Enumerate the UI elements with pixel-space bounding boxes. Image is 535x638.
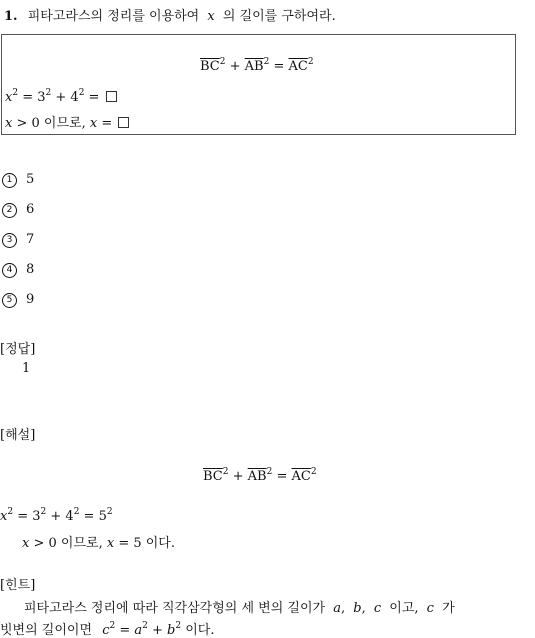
question-line — [4, 5, 336, 24]
eq-text: = — [84, 90, 104, 105]
hint-label: [힌트] — [0, 578, 36, 593]
segment-ac: $\overline{AC}$ — [291, 469, 311, 484]
eq-text: = 3 — [13, 509, 41, 524]
var-b: b — [353, 601, 362, 616]
segment-ac: $\overline{AC}$ — [288, 59, 308, 74]
exp: 2 — [40, 507, 47, 517]
circled-number: 5 — [2, 293, 17, 308]
eq-text: > 0 이므로, — [29, 536, 107, 551]
eq-text: = 5 이다. — [114, 536, 175, 551]
exp: 2 — [73, 507, 80, 517]
hint-text: 이고, — [389, 601, 419, 616]
explanation-line-2 — [22, 532, 175, 551]
exp: 2 — [142, 621, 148, 631]
var-x: x — [5, 90, 13, 105]
var-x: x — [106, 536, 115, 551]
hint-text: 가 — [442, 601, 455, 616]
segment-bc: $\overline{BC}$ — [200, 59, 220, 74]
hint-text: 이다. — [181, 623, 215, 638]
explanation-formula: $\overline{BC}^2 + \overline{AB}^2 = \overline{AC}^2$ — [203, 467, 317, 484]
exp: 2 — [45, 88, 52, 98]
var-a: a — [134, 623, 143, 638]
var-x: x — [22, 536, 30, 551]
hint-text: 피타고라스 정리에 따라 직각삼각형의 세 변의 길이가 — [24, 601, 326, 616]
segment-bc: $\overline{BC}$ — [203, 469, 223, 484]
option-2[interactable] — [2, 202, 34, 218]
option-4[interactable] — [2, 262, 34, 278]
problem-box — [1, 34, 516, 135]
var-x: x — [89, 116, 98, 131]
option-value: 5 — [26, 172, 35, 187]
exp: 2 — [263, 57, 270, 67]
exp: 2 — [307, 57, 314, 67]
blank-box[interactable] — [106, 91, 117, 102]
circled-number: 3 — [2, 233, 17, 248]
eq-text: = 3 — [18, 90, 46, 105]
segment-ab: $\overline{AB}$ — [247, 469, 267, 484]
exp: 2 — [175, 621, 182, 631]
exp: 2 — [7, 507, 14, 517]
option-value: 7 — [26, 232, 35, 247]
hint-equation — [102, 623, 181, 638]
option-3[interactable] — [2, 232, 34, 248]
exp: 2 — [266, 467, 273, 477]
exp: 2 — [106, 507, 113, 517]
segment-ab: $\overline{AB}$ — [244, 59, 264, 74]
option-1[interactable] — [2, 172, 34, 188]
circled-number: 2 — [2, 203, 17, 218]
eq-text: + 4 — [51, 90, 79, 105]
box-line-1 — [5, 90, 117, 105]
option-5[interactable] — [2, 292, 34, 308]
var-a: a — [333, 601, 341, 616]
eq-text: > 0 이므로, — [12, 116, 90, 131]
explanation-line-1 — [0, 509, 113, 524]
question-text: 피타고라스의 정리를 이용하여 — [27, 9, 200, 24]
exp: 2 — [219, 57, 226, 67]
question-number: 1. — [4, 9, 18, 24]
exp: 2 — [109, 621, 116, 631]
circled-number: 1 — [2, 173, 17, 188]
box-line-2 — [5, 112, 129, 131]
hint-line-2 — [0, 619, 535, 638]
eq-text: = — [97, 116, 117, 131]
option-value: 8 — [26, 262, 35, 277]
hint-line-1: 피타고라스 정리에 따라 직각삼각형의 세 변의 길이가 a, b, c 이고, c 가 — [24, 601, 455, 616]
eq-text: = — [115, 623, 135, 638]
exp: 2 — [78, 88, 85, 98]
hint-text: 빗변의 길이이면 — [0, 623, 93, 638]
var-x: x — [5, 116, 13, 131]
eq-text: + 4 — [46, 509, 74, 524]
var-x: x — [0, 509, 8, 524]
answer-label: [정답] — [0, 342, 36, 357]
var-b: b — [167, 623, 176, 638]
var-c: c — [373, 601, 382, 616]
var-c: c — [102, 623, 110, 638]
option-value: 9 — [26, 292, 35, 307]
box-formula: $\overline{BC}^2 + \overline{AB}^2 = \overline{AC}^2$ — [200, 57, 314, 74]
exp: 2 — [310, 467, 317, 477]
eq-text: + — [147, 623, 168, 638]
question-var: x — [207, 9, 215, 24]
blank-box[interactable] — [118, 117, 129, 128]
var-c: c — [426, 601, 434, 616]
eq-text: = 5 — [79, 509, 107, 524]
exp: 2 — [222, 467, 229, 477]
answer-value: 1 — [22, 361, 31, 376]
question-text-2: 의 길이를 구하여라. — [222, 9, 336, 24]
option-value: 6 — [26, 202, 35, 217]
explanation-label: [해설] — [0, 428, 36, 443]
circled-number: 4 — [2, 263, 17, 278]
exp: 2 — [12, 88, 19, 98]
